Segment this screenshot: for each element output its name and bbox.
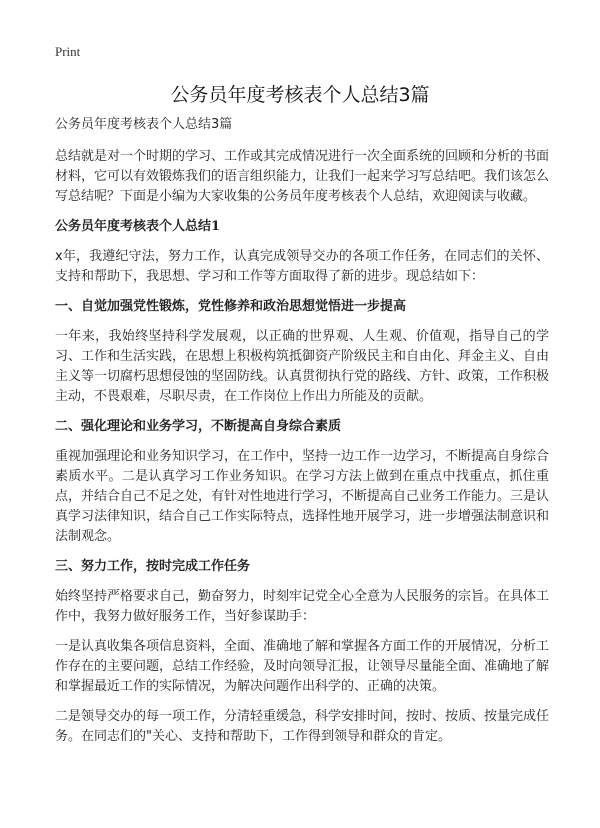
opening-paragraph: x年，我遵纪守法，努力工作，认真完成领导交办的各项工作任务，在同志们的关怀、支持和帮助下，我思想、学习和工作等方面取得了新的进步。现总结如下： <box>55 249 549 284</box>
section-1-heading: 一、自觉加强党性锻炼，党性修养和政治思想觉悟进一步提高 <box>55 299 407 314</box>
print-link[interactable]: Print <box>55 44 81 59</box>
section-3-paragraph: 始终坚持严格要求自己，勤奋努力，时刻牢记党全心全意为人民服务的宗旨。在具体工作中，我努力做好服务工作，当好参谋助手： <box>55 589 550 624</box>
document-title: 公务员年度考核表个人总结3篇 <box>170 84 430 106</box>
section-3-heading: 三、努力工作，按时完成工作任务 <box>55 559 251 574</box>
section-3-point-1: 一是认真收集各项信息资料，全面、准确地了解和掌握各方面工作的开展情况，分析工作存在的主要问题，总结工作经验，及时向领导汇报，让领导尽量能全面、准确地了解和掌握最近工作的实际情况，为解决问题作出科学的、正确的决策。 <box>55 639 550 694</box>
document-body <box>55 116 549 757</box>
intro-paragraph: 总结就是对一个时期的学习、工作或其完成情况进行一次全面系统的回顾和分析的书面材料，它可以有效锻炼我们的语言组织能力，让我们一起来学习写总结吧。我们该怎么写总结呢？下面是小编为大家收集的公务员年度考核表个人总结，欢迎阅读与收藏。 <box>55 149 550 204</box>
section-3-point-2: 二是领导交办的每一项工作，分清轻重缓急，科学安排时间，按时、按质、按量完成任务。在同志们的"关心、支持和帮助下，工作得到领导和群众的肯定。 <box>55 709 550 744</box>
summary-1-heading: 公务员年度考核表个人总结1 <box>55 219 221 234</box>
section-2-heading: 二、强化理论和业务学习，不断提高自身综合素质 <box>55 419 342 434</box>
section-2-paragraph: 重视加强理论和业务知识学习，在工作中，坚持一边工作一边学习，不断提高自身综合素质水平。二是认真学习工作业务知识。在学习方法上做到在重点中找重点，抓住重点，并结合自己不足之处，有针对性地进行学习，不断提高自己业务工作能力。三是认真学习法律知识，结合自己工作实际特点，选择性地开展学习，进一步增强法制意识和法制观念。 <box>55 449 550 544</box>
section-1-paragraph: 一年来，我始终坚持科学发展观，以正确的世界观、人生观、价值观，指导自己的学习、工作和生活实践，在思想上积极构筑抵御资产阶级民主和自由化、拜金主义、自由主义等一切腐朽思想侵蚀的坚固防线。认真贯彻执行党的路线、方针、政策，工作积极主动，不畏艰难，尽职尽责，在工作岗位上作出力所能及的贡献。 <box>55 329 550 404</box>
subtitle: 公务员年度考核表个人总结3篇 <box>55 117 233 132</box>
